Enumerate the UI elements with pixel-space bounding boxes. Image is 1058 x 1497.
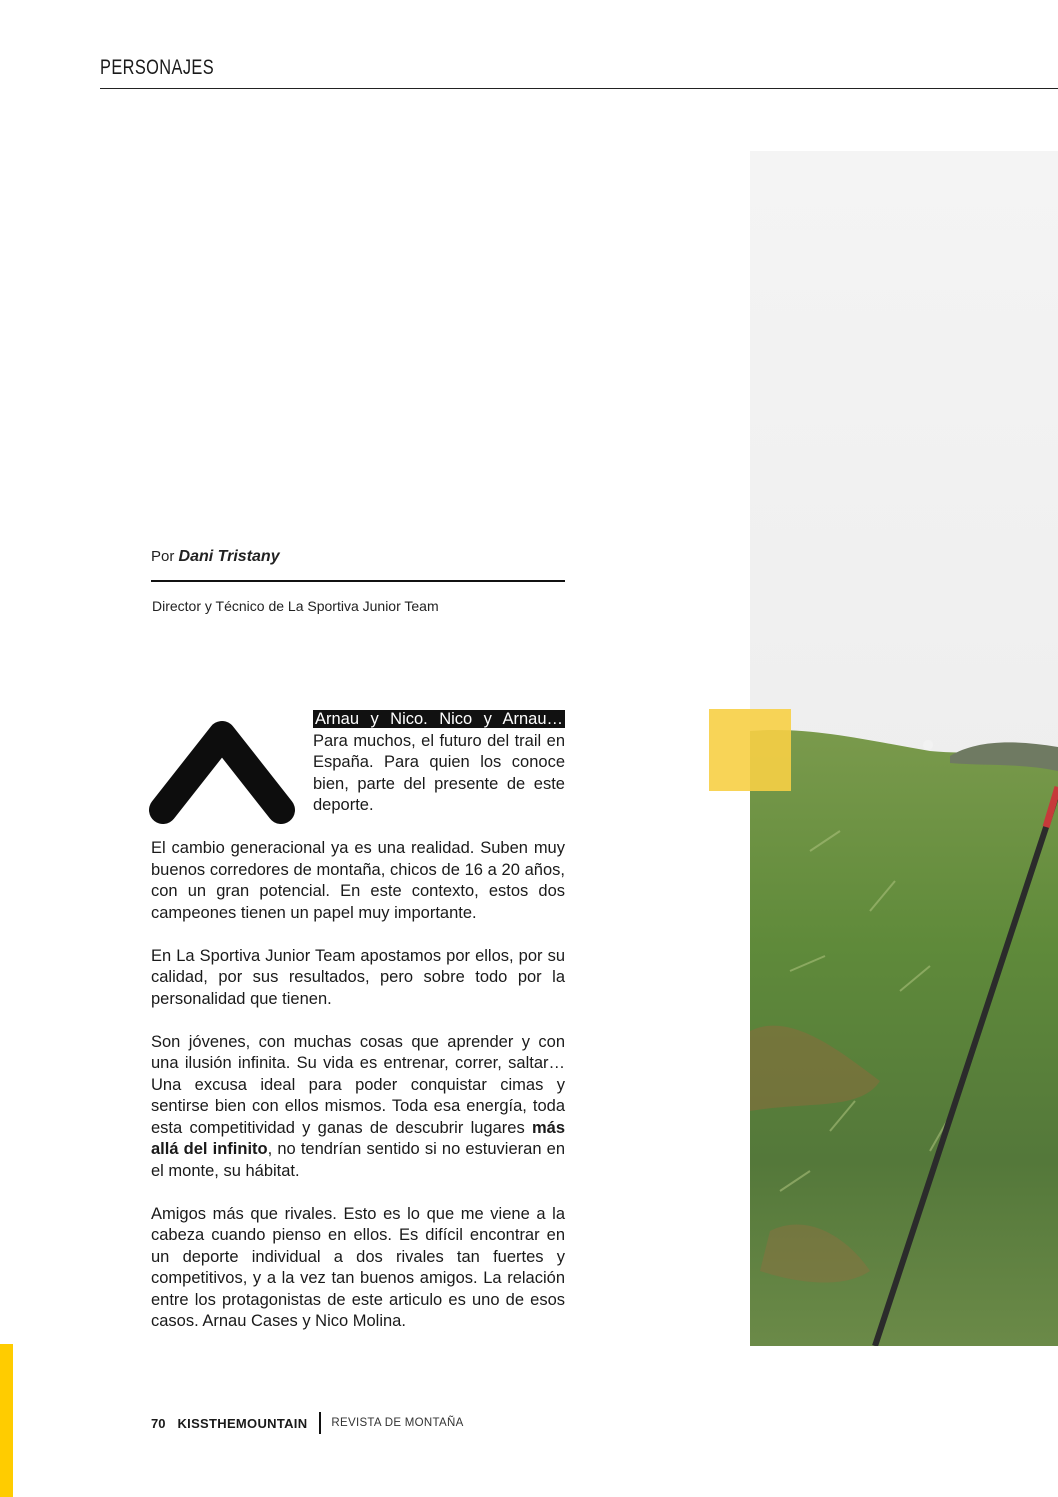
byline-author: Dani Tristany — [178, 548, 280, 565]
paragraph-4-before: Son jóvenes, con muchas cosas que aprender y con una ilusión infinita. Su vida es entrenar, correr, saltar… Una excusa ideal para poder conquistar cimas y sentirse bien con ellos mismos. Toda esa energía, toda esta competitividad y ganas de descubrir lugares — [151, 1032, 565, 1137]
yellow-accent-square — [709, 709, 791, 791]
paragraph-2-text: El cambio generacional ya es una realidad. Suben muy buenos corredores de montaña, chicos de 16 a 20 años, con un gran potencial. En este contexto, estos dos campeones tienen un papel muy importante. — [151, 839, 565, 922]
dropcap-space — [151, 709, 313, 837]
paragraph-2 — [151, 838, 565, 924]
footer-divider — [319, 1412, 321, 1434]
page-number: 70 — [151, 1415, 166, 1431]
byline-prefix: Por — [151, 548, 175, 565]
paragraph-4 — [151, 1032, 565, 1183]
magazine-tagline: REVISTA DE MONTAÑA — [331, 1417, 464, 1429]
paragraph-4-after: , no tendrían sentido si no estuvieran en el monte, su hábitat. — [151, 1140, 565, 1180]
paragraph-3: En La Sportiva Junior Team apostamos por ellos, por su calidad, por sus resultados, pero sobre todo por la personalidad que tienen. — [151, 946, 565, 1008]
article-body — [151, 709, 565, 1354]
byline-rule — [151, 580, 565, 582]
header-rule — [100, 88, 1058, 89]
paragraph-4-bold: más allá del infinito — [151, 1118, 566, 1158]
magazine-name: KISSTHEMOUNTAIN — [177, 1415, 308, 1431]
byline — [151, 548, 280, 566]
yellow-edge-bar — [0, 1344, 13, 1497]
page-footer — [151, 1412, 464, 1434]
lead-rest: Para muchos, el futuro del trail en España. Para quien los conoce bien, parte del presente de este deporte. — [313, 731, 565, 814]
mountain-photo — [750, 151, 1058, 1346]
paragraph-lead — [151, 709, 565, 817]
author-role: Director y Técnico de La Sportiva Junior Team — [152, 598, 439, 614]
lead-highlight: Arnau y Nico. Nico y Arnau… — [315, 710, 563, 728]
section-label: PERSONAJES — [100, 56, 215, 79]
paragraph-5: Amigos más que rivales. Esto es lo que me viene a la cabeza cuando pienso en ellos. Es difícil encontrar en un deporte individual a dos rivales tan fuertes y competitivos, y a la vez tan buenos amigos. La relación entre los protagonistas de este articulo es uno de esos casos. Arnau Cases y Nico Molina. — [151, 1204, 565, 1330]
